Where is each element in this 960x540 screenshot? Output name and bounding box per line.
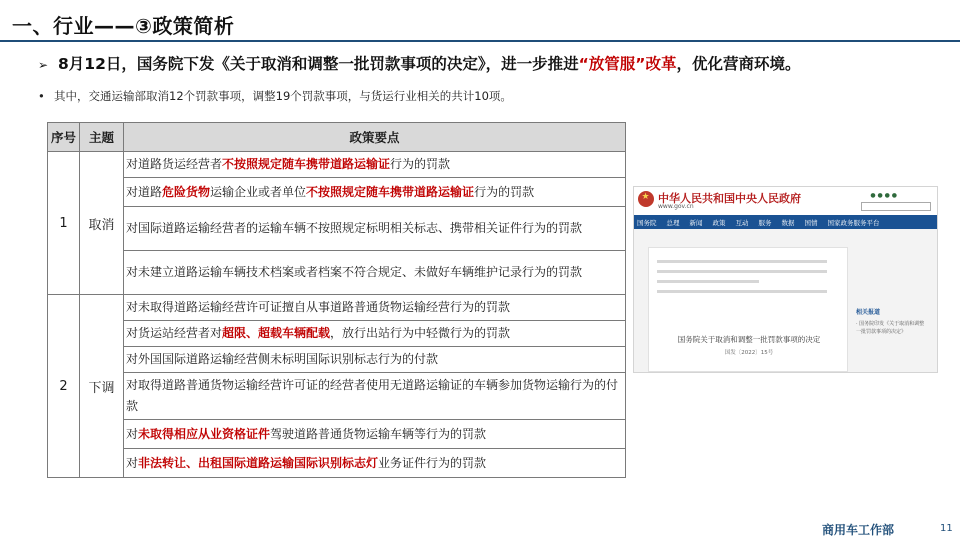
policy-point	[124, 347, 626, 373]
related-reports	[852, 307, 936, 373]
gov-nav-item: 政策	[712, 218, 726, 227]
title-divider	[0, 40, 960, 42]
point-text: 对外国国际道路运输经营侧未标明国际识别标志行为的付款	[126, 352, 439, 366]
point-text: 业务证件行为的罚款	[378, 455, 487, 470]
point-text: 对国际道路运输经营者的运输车辆不按照规定标明相关标志、携带相关证件行为的罚款	[126, 221, 583, 235]
gov-doc-number: 国发〔2022〕15号	[724, 350, 774, 356]
table-row	[48, 251, 626, 295]
highlight-text: 超限、超载车辆配载	[222, 326, 331, 340]
highlight-text: 不按照规定随车携带道路运输证	[306, 184, 475, 199]
policy-point	[124, 251, 626, 295]
gov-site-url: www.gov.cn	[658, 203, 694, 210]
policy-point	[124, 373, 626, 420]
gov-doc-title: 国务院关于取消和调整一批罚款事项的决定	[677, 335, 821, 344]
table-row	[48, 152, 626, 178]
related-item-1: · 国务院印发《关于取消和调整	[856, 321, 925, 327]
highlight-text: 不按照规定随车携带道路运输证	[222, 157, 391, 171]
gov-document-card	[648, 247, 848, 372]
national-emblem-icon	[638, 191, 654, 207]
policy-point	[124, 207, 626, 251]
doc-meta-lines	[657, 260, 827, 300]
slide-title: 一、行业——③政策简析	[12, 14, 235, 38]
gov-nav-item: 国务院	[637, 218, 657, 227]
dot-bullet-icon: •	[38, 89, 45, 103]
policy-table	[47, 122, 626, 478]
policy-point	[124, 295, 626, 321]
page-number: 11	[940, 523, 953, 534]
gov-nav-item: 国情	[804, 218, 818, 227]
point-text: ，放行出站行为中轻微行为的罚款	[330, 326, 511, 340]
policy-table-body	[48, 152, 626, 478]
point-text: 对	[126, 455, 139, 470]
table-header-row	[48, 123, 626, 152]
gov-nav-item: 服务	[758, 218, 772, 227]
table-row	[48, 295, 626, 321]
policy-point	[124, 178, 626, 207]
row-number: 1	[48, 152, 80, 295]
social-icons: ● ● ● ●	[870, 192, 897, 199]
table-row	[48, 373, 626, 420]
gov-nav-item: 总理	[666, 218, 680, 227]
related-title: 相关报道	[856, 309, 881, 316]
gov-nav-item: 数据	[781, 218, 795, 227]
table-row	[48, 347, 626, 373]
point-text: 对道路	[126, 184, 163, 199]
table-row	[48, 321, 626, 347]
table-row	[48, 449, 626, 478]
subline-text: 其中，交通运输部取消12个罚款事项，调整19个罚款事项，与货运行业相关的共计10项。	[54, 89, 512, 103]
highlight-text: 危险货物	[162, 184, 211, 199]
related-item-2: 一批罚款事项的决定》	[856, 329, 907, 335]
headline-part2: ，优化营商环境。	[676, 55, 801, 73]
point-text: 对货运站经营者对	[126, 326, 223, 340]
policy-point	[124, 449, 626, 478]
point-text: 对取得道路普通货物运输经营许可证的经营者使用无道路运输证的车辆参加货物运输行为的付款	[126, 378, 619, 413]
gov-nav-item: 新闻	[689, 218, 703, 227]
gov-breadcrumb	[634, 229, 937, 241]
row-number: 2	[48, 295, 80, 478]
table-row	[48, 178, 626, 207]
gov-nav-item: 国家政务服务平台	[827, 218, 880, 227]
gov-nav-item: 互动	[735, 218, 749, 227]
gov-site-header	[634, 187, 937, 215]
point-text: 对道路货运经营者	[126, 157, 223, 171]
arrow-bullet-icon: ➢	[38, 58, 49, 72]
row-topic: 下调	[80, 295, 124, 478]
header-num: 序号	[48, 123, 80, 152]
point-text: 行为的罚款	[390, 157, 451, 171]
table-row	[48, 207, 626, 251]
headline	[38, 52, 801, 74]
gov-website-screenshot	[633, 186, 938, 373]
point-text: 对未取得道路运输经营许可证擅自从事道路普通货物运输经营行为的罚款	[126, 300, 511, 314]
footer-department: 商用车工作部	[822, 523, 895, 537]
header-topic: 主题	[80, 123, 124, 152]
policy-point	[124, 420, 626, 449]
subline	[38, 88, 512, 104]
point-text: 对未建立道路运输车辆技术档案或者档案不符合规定、未做好车辆维护记录行为的罚款	[126, 265, 583, 279]
point-text: 驾驶道路普通货物运输车辆等行为的罚款	[270, 426, 487, 441]
point-text: 行为的罚款	[474, 184, 535, 199]
gov-site-nav	[634, 215, 937, 229]
policy-point	[124, 321, 626, 347]
title-bar	[0, 0, 960, 42]
gov-search-box	[861, 202, 931, 211]
row-topic: 取消	[80, 152, 124, 295]
highlight-text: 非法转让、出租国际道路运输国际识别标志灯	[138, 455, 379, 470]
policy-point	[124, 152, 626, 178]
headline-part1: 8月12日，国务院下发《关于取消和调整一批罚款事项的决定》，进一步推进	[58, 55, 579, 73]
highlight-text: 未取得相应从业资格证件	[138, 426, 271, 441]
table-row	[48, 420, 626, 449]
gov-site-title: 中华人民共和国中央人民政府	[658, 192, 801, 205]
headline-highlight: “放管服”改革	[578, 55, 677, 73]
point-text: 对	[126, 426, 139, 441]
point-text: 运输企业或者单位	[210, 184, 307, 199]
header-points: 政策要点	[124, 123, 626, 152]
